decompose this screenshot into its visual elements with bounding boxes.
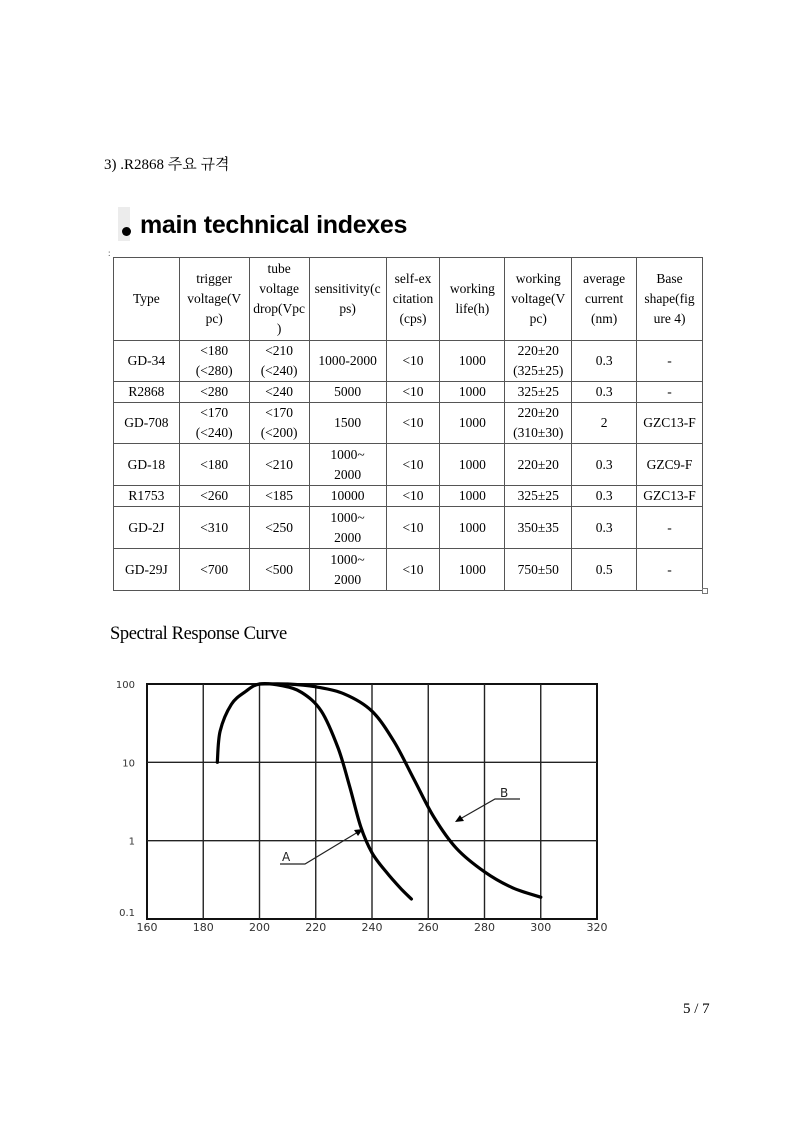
- x-tick-label: 260: [417, 921, 439, 934]
- table-cell: [386, 403, 440, 444]
- cell-line: <500: [265, 561, 294, 577]
- cell-line: shape(fig: [644, 291, 695, 306]
- cell-line: 1000~: [330, 551, 365, 567]
- cell-line: <280: [200, 384, 229, 399]
- cell-line: <10: [402, 519, 424, 535]
- table-cell: [572, 382, 637, 403]
- table-cell: [505, 341, 572, 382]
- table-cell: [440, 444, 505, 486]
- corner-handle: [702, 588, 708, 594]
- table-cell: [386, 382, 440, 403]
- cell-line: voltage(V: [187, 291, 242, 306]
- header-average-current: [572, 258, 637, 341]
- cell-line: 0.3: [595, 384, 613, 399]
- leader-line-a: [280, 832, 358, 864]
- table-cell: [505, 444, 572, 486]
- cell-line: 1000~: [330, 446, 365, 462]
- table-cell: [179, 444, 249, 486]
- table-cell: [440, 507, 505, 549]
- cell-line: 220±20: [517, 456, 559, 472]
- cell-line: 2000: [334, 571, 362, 587]
- cell-line: drop(Vpc: [253, 301, 305, 316]
- bullet-icon: [122, 227, 131, 236]
- header-trigger-voltage: [179, 258, 249, 341]
- table-row: [114, 444, 703, 486]
- x-tick-label: 280: [474, 921, 495, 934]
- leader-line-b: [460, 799, 520, 819]
- table-cell: [505, 382, 572, 403]
- cell-type: GD-29J: [114, 549, 180, 591]
- cell-line: working: [515, 271, 561, 286]
- cell-line: <310: [200, 519, 229, 535]
- cell-line: 1000: [458, 456, 486, 472]
- cell-line: GZC9-F: [646, 456, 693, 472]
- table-cell: [179, 507, 249, 549]
- cell-line: <10: [402, 353, 424, 368]
- cell-type: R1753: [114, 486, 180, 507]
- corner-marker: :: [108, 248, 111, 258]
- cell-line: <240: [265, 384, 294, 399]
- cell-line: tube: [267, 261, 291, 276]
- x-tick-label: 160: [136, 921, 158, 934]
- cell-line: (cps): [399, 311, 427, 326]
- cell-line: (<240): [260, 363, 298, 378]
- cell-line: <210: [265, 343, 294, 358]
- cell-type: R2868: [114, 382, 180, 403]
- series-label-a: A: [282, 850, 291, 864]
- table-cell: [309, 486, 386, 507]
- table-cell: [440, 341, 505, 382]
- table-cell: [309, 341, 386, 382]
- table-row: [114, 341, 703, 382]
- table-cell: [572, 403, 637, 444]
- y-tick-label: 10: [122, 758, 135, 770]
- table-body: [114, 341, 703, 591]
- header-sensitivity: [309, 258, 386, 341]
- cell-line: (<240): [195, 425, 233, 440]
- cell-line: <250: [265, 519, 294, 535]
- table-cell: [386, 486, 440, 507]
- table-row: [114, 486, 703, 507]
- table-cell: [249, 507, 309, 549]
- table-row: [114, 507, 703, 549]
- cell-line: 0.3: [595, 488, 613, 503]
- cell-line: citation: [392, 291, 434, 306]
- cell-line: 1000: [458, 353, 486, 368]
- table-cell: [249, 486, 309, 507]
- table-cell: [505, 507, 572, 549]
- cell-line: Base: [656, 271, 683, 286]
- cell-line: <10: [402, 561, 424, 577]
- cell-line: <10: [402, 456, 424, 472]
- table-cell: [505, 486, 572, 507]
- table-cell: [386, 507, 440, 549]
- cell-line: (325±25): [513, 363, 564, 378]
- table-cell: [179, 403, 249, 444]
- header-working-life: [440, 258, 505, 341]
- table-cell: [309, 444, 386, 486]
- x-tick-label: 200: [249, 921, 270, 934]
- table-cell: [249, 341, 309, 382]
- cell-line: sensitivity(c: [314, 281, 381, 296]
- cell-line: (nm): [591, 311, 618, 326]
- table-header-row: [114, 258, 703, 341]
- table-cell: [309, 549, 386, 591]
- table-cell: [309, 403, 386, 444]
- header-type: Type: [114, 258, 180, 341]
- table-cell: [309, 507, 386, 549]
- cell-line: (<200): [260, 425, 298, 440]
- header-working-voltage: [505, 258, 572, 341]
- cell-line: 2000: [334, 466, 362, 482]
- x-tick-label: 180: [192, 921, 214, 934]
- arrowhead-b: [455, 815, 464, 822]
- cell-line: 2000: [334, 529, 362, 545]
- cell-line: <180: [200, 456, 229, 472]
- table-cell: [572, 444, 637, 486]
- cell-line: 0.3: [595, 353, 613, 368]
- table-cell: [386, 341, 440, 382]
- cell-line: (310±30): [513, 425, 564, 440]
- cell-type: GD-708: [114, 403, 180, 444]
- table-cell: [637, 549, 703, 591]
- curve-title: Spectral Response Curve: [110, 624, 287, 644]
- table-cell: [572, 507, 637, 549]
- table-row: [114, 549, 703, 591]
- page-number: 5 / 7: [683, 1001, 710, 1017]
- table-cell: [440, 486, 505, 507]
- x-tick-label: 240: [361, 921, 383, 934]
- cell-line: -: [667, 353, 672, 368]
- cell-line: <180: [200, 343, 229, 358]
- table-cell: [249, 549, 309, 591]
- cell-line: life(h): [455, 301, 490, 316]
- cell-line: 2: [600, 415, 608, 430]
- table-cell: [440, 382, 505, 403]
- table-cell: [572, 341, 637, 382]
- table-cell: [179, 549, 249, 591]
- spectral-response-chart: [100, 668, 620, 943]
- header-tube-voltage-drop: [249, 258, 309, 341]
- cell-line: <170: [200, 405, 229, 420]
- cell-line: self-ex: [394, 271, 432, 286]
- table-cell: [440, 549, 505, 591]
- table-cell: [249, 444, 309, 486]
- table-cell: [505, 403, 572, 444]
- cell-line: pc): [529, 311, 547, 326]
- x-tick-label: 320: [586, 921, 608, 934]
- spec-table: [113, 257, 703, 591]
- table-cell: [637, 382, 703, 403]
- table-cell: [309, 382, 386, 403]
- table-cell: [572, 486, 637, 507]
- cell-line: 0.3: [595, 519, 613, 535]
- cell-line: <260: [200, 488, 229, 503]
- table-cell: [179, 382, 249, 403]
- cell-type: GD-2J: [114, 507, 180, 549]
- cell-line: current: [585, 291, 624, 306]
- series-line-a: [217, 684, 411, 899]
- cell-line: <185: [265, 488, 294, 503]
- cell-line: 1000: [458, 519, 486, 535]
- cell-line: 750±50: [517, 561, 559, 577]
- table-cell: [572, 549, 637, 591]
- cell-line: 325±25: [517, 488, 559, 503]
- cell-line: ): [276, 321, 282, 336]
- table-cell: [637, 403, 703, 444]
- heading-highlight: [118, 207, 130, 241]
- y-tick-label: 0.1: [119, 908, 135, 919]
- table-cell: [386, 444, 440, 486]
- cell-line: 325±25: [517, 384, 559, 399]
- cell-line: 10000: [330, 488, 365, 503]
- cell-line: -: [667, 519, 672, 535]
- section-title: 3) .R2868 주요 규격: [104, 157, 230, 173]
- cell-line: 1000: [458, 415, 486, 430]
- cell-line: <700: [200, 561, 229, 577]
- table-cell: [249, 382, 309, 403]
- cell-line: 5000: [334, 384, 362, 399]
- table-cell: [440, 403, 505, 444]
- heading: main technical indexes: [140, 211, 408, 239]
- cell-line: 220±20: [517, 405, 559, 420]
- table-cell: [505, 549, 572, 591]
- cell-line: -: [667, 561, 672, 577]
- cell-line: 1000: [458, 384, 486, 399]
- cell-line: <10: [402, 384, 424, 399]
- cell-line: 1000-2000: [318, 353, 377, 368]
- cell-line: <170: [265, 405, 294, 420]
- cell-line: 1000: [458, 561, 486, 577]
- cell-line: <10: [402, 415, 424, 430]
- y-tick-label: 100: [115, 680, 135, 691]
- cell-line: trigger: [196, 271, 233, 286]
- cell-line: 0.5: [595, 561, 613, 577]
- cell-line: 220±20: [517, 343, 559, 358]
- cell-line: working: [449, 281, 495, 296]
- cell-type: GD-18: [114, 444, 180, 486]
- cell-line: 1000: [458, 488, 486, 503]
- cell-line: 0.3: [595, 456, 613, 472]
- cell-line: (<280): [195, 363, 233, 378]
- series-label-b: B: [500, 786, 509, 800]
- cell-line: GZC13-F: [643, 488, 696, 503]
- table-row: [114, 403, 703, 444]
- table-cell: [637, 507, 703, 549]
- series-line-b: [260, 684, 541, 897]
- table-cell: [179, 486, 249, 507]
- cell-line: 1500: [334, 415, 362, 430]
- cell-line: pc): [205, 311, 223, 326]
- x-tick-label: 220: [305, 921, 327, 934]
- cell-line: 350±35: [517, 519, 559, 535]
- table-cell: [249, 403, 309, 444]
- table-row: [114, 382, 703, 403]
- cell-line: ure 4): [653, 311, 686, 326]
- cell-line: <10: [402, 488, 424, 503]
- table-cell: [637, 444, 703, 486]
- cell-line: <210: [265, 456, 294, 472]
- cell-line: voltage: [259, 281, 299, 296]
- cell-line: GZC13-F: [643, 415, 696, 430]
- cell-line: ps): [339, 301, 356, 316]
- cell-line: average: [583, 271, 626, 286]
- header-self-excitation: [386, 258, 440, 341]
- y-tick-label: 1: [128, 836, 135, 848]
- table-cell: [386, 549, 440, 591]
- x-tick-label: 300: [530, 921, 552, 934]
- header-base-shape: [637, 258, 703, 341]
- cell-line: -: [667, 384, 672, 399]
- cell-line: 1000~: [330, 509, 365, 525]
- table-cell: [179, 341, 249, 382]
- table-cell: [637, 341, 703, 382]
- cell-line: voltage(V: [511, 291, 566, 306]
- table-cell: [637, 486, 703, 507]
- cell-type: GD-34: [114, 341, 180, 382]
